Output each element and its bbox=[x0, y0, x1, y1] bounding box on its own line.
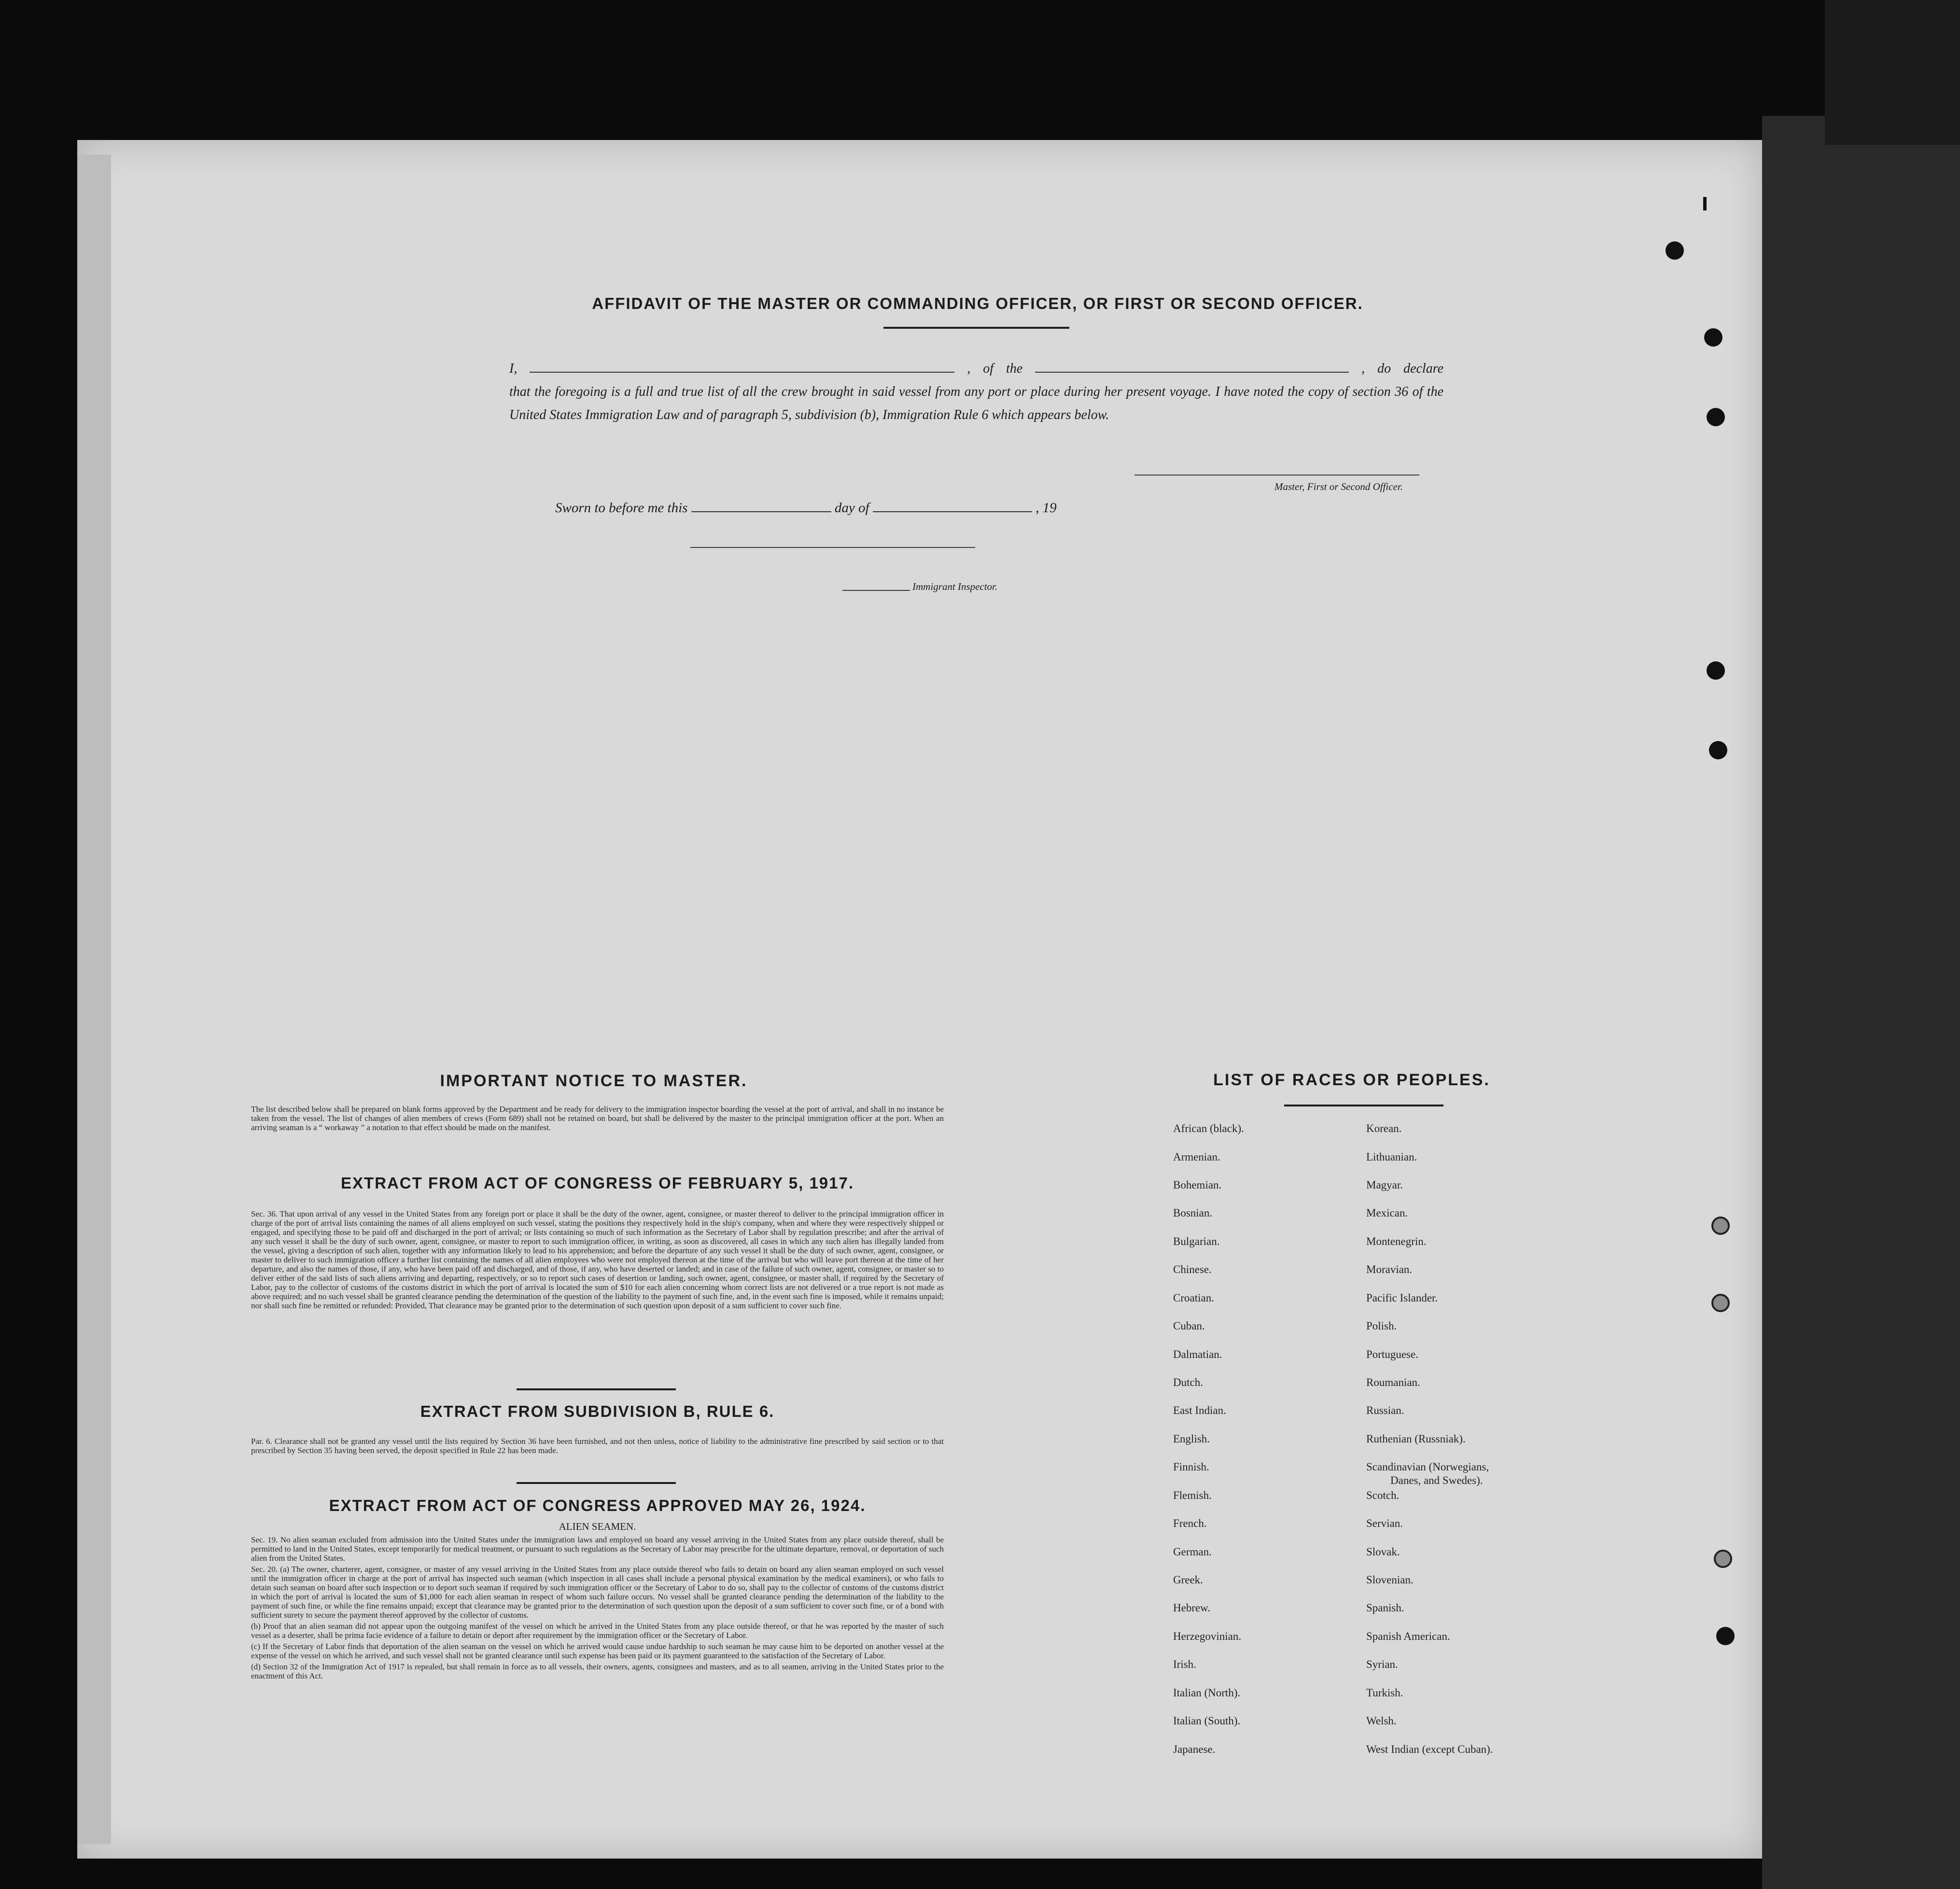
affidavit-declaration bbox=[509, 357, 1443, 427]
race-item: Pacific Islander. bbox=[1366, 1292, 1438, 1304]
race-item: Herzegovinian. bbox=[1173, 1630, 1242, 1642]
section-divider bbox=[517, 1388, 676, 1390]
race-item-continuation: Danes, and Swedes). bbox=[1390, 1474, 1483, 1486]
race-item: Polish. bbox=[1366, 1320, 1397, 1332]
punch-hole bbox=[1707, 408, 1725, 426]
race-item: Magyar. bbox=[1366, 1179, 1403, 1191]
race-item: Italian (North). bbox=[1173, 1687, 1241, 1699]
section-divider bbox=[517, 1482, 676, 1484]
race-item: Scotch. bbox=[1366, 1489, 1400, 1501]
scan-mark bbox=[1703, 197, 1707, 210]
race-item: Bosnian. bbox=[1173, 1207, 1213, 1219]
race-item: Japanese. bbox=[1173, 1743, 1216, 1755]
sworn-day-blank[interactable] bbox=[691, 500, 831, 512]
race-item: Welsh. bbox=[1366, 1715, 1397, 1727]
race-item: Greek. bbox=[1173, 1574, 1203, 1586]
race-item: Roumanian. bbox=[1366, 1376, 1420, 1388]
inspector-signature-line[interactable] bbox=[842, 590, 910, 591]
race-item: Bulgarian. bbox=[1173, 1235, 1220, 1247]
race-item: Croatian. bbox=[1173, 1292, 1214, 1304]
extract-1924-title: EXTRACT FROM ACT OF CONGRESS APPROVED MAY 26, 1924. bbox=[329, 1497, 866, 1514]
declaration-body: that the foregoing is a full and true list of all the crew brought in said vessel from any port or place during her present voyage. I have noted the copy of section 36 of the United States Immigration Law and of paragraph 5, subdivision (b), Immigration Rule 6 which appears below. bbox=[509, 384, 1443, 422]
declaration-i-label: I, bbox=[509, 361, 518, 376]
position-blank[interactable] bbox=[1035, 372, 1349, 373]
race-item: Servian. bbox=[1366, 1517, 1403, 1529]
race-item: French. bbox=[1173, 1517, 1207, 1529]
race-item: Korean. bbox=[1366, 1122, 1402, 1134]
sec20c-text: (c) If the Secretary of Labor finds that deportation of the alien seaman on the vessel on which he arrived would cause undue hardship to such seaman he may cause him to be deported on another vessel at the expense of the vessel on which he arrived, and such vessel shall not be granted clearance until such expense has been paid or its payment guaranteed to the satisfaction of the Secretary of Labor. bbox=[251, 1642, 944, 1660]
name-blank[interactable] bbox=[530, 372, 954, 373]
race-item: African (black). bbox=[1173, 1122, 1244, 1134]
punch-hole bbox=[1666, 241, 1684, 260]
extract-rule6-title: EXTRACT FROM SUBDIVISION B, RULE 6. bbox=[420, 1402, 775, 1420]
affidavit-title: AFFIDAVIT OF THE MASTER OR COMMANDING OFFICER, OR FIRST OR SECOND OFFICER. bbox=[592, 294, 1363, 312]
declaration-of-the-label: , of the bbox=[967, 361, 1023, 376]
race-item: Irish. bbox=[1173, 1658, 1196, 1670]
master-signature-line[interactable] bbox=[1134, 475, 1419, 476]
page-binding-edge bbox=[77, 154, 111, 1844]
race-item: Scandinavian (Norwegians, bbox=[1366, 1461, 1489, 1473]
race-item: Bohemian. bbox=[1173, 1179, 1222, 1191]
sworn-prefix: Sworn to before me this bbox=[555, 500, 688, 516]
punch-hole bbox=[1707, 661, 1725, 680]
race-item: Mexican. bbox=[1366, 1207, 1408, 1219]
extract-1917-text: Sec. 36. That upon arrival of any vessel in the United States from any foreign port or place it shall be the duty of the owner, agent, consignee, or master thereof to deliver to the principal immigration officer in charge of the port of arrival lists containing the names of all aliens employed on such vessel, stating the positions they respectively hold in the ship's company, when and where they were respectively shipped or engaged, and specifying those to be paid off and discharged in the port of arrival; or lists containing so much of such information as the Secretary of Labor shall by regulation prescribe; and after the arrival of any such vessel it shall be the duty of such owner, agent, consignee, or master to report to such immigration officer, in writing, as soon as discovered, all cases in which any such alien has illegally landed from the vessel, giving a description of such alien, together with any information likely to lead to his apprehension; and before the departure of any such vessel it shall be the duty of such owner, agent, consignee, or master to deliver to such immigration officer a further list containing the names of all alien employees who were not employed thereon at the time of the arrival but who will leave port thereon at the time of her departure, and also the names of those, if any, who have been paid off and discharged, and of those, if any, who have deserted or landed; and in case of the failure of such owner, agent, consignee, or master so to deliver either of the said lists of such aliens arriving and departing, respectively, or so to report such cases of desertion or landing, such owner, agent, consignee, or master shall, if required by the Secretary of Labor, pay to the collector of customs of the customs district in which the port of arrival is located the sum of $10 for each alien concerning whom correct lists are not delivered or a true report is not made as above required; and no such vessel shall be granted clearance pending the determination of the question of the liability to the payment of such fine, and, in the event such fine is imposed, while it remains unpaid; nor shall such fine be remitted or refunded: Provided, That clearance may be granted prior to the determination of such question upon deposit of a sum sufficient to cover such fine. bbox=[251, 1209, 944, 1310]
race-item: Cuban. bbox=[1173, 1320, 1205, 1332]
declaration-first-line bbox=[509, 357, 1443, 380]
inspector-caption: Immigrant Inspector. bbox=[912, 581, 998, 592]
sworn-month-blank[interactable] bbox=[873, 500, 1032, 512]
race-item: West Indian (except Cuban). bbox=[1366, 1743, 1493, 1755]
notice-text: The list described below shall be prepared on blank forms approved by the Department and be ready for delivery to the immigration inspector boarding the vessel at the port of arrival, and shall in no instance be taken from the vessel. The list of changes of alien members of crews (Form 689) shall not be retained on board, but shall be delivered by the master to the principal immigration officer at the port. When an arriving seaman is a “ workaway ” a notation to that effect should be made on the manifest. bbox=[251, 1105, 944, 1132]
notice-title: IMPORTANT NOTICE TO MASTER. bbox=[440, 1072, 748, 1090]
race-item: Dalmatian. bbox=[1173, 1348, 1222, 1360]
race-item: Spanish. bbox=[1366, 1602, 1404, 1614]
races-divider bbox=[1284, 1105, 1443, 1106]
master-signature-caption: Master, First or Second Officer. bbox=[1274, 481, 1403, 492]
inspector-name-line[interactable] bbox=[690, 547, 975, 548]
races-title: LIST OF RACES OR PEOPLES. bbox=[1213, 1071, 1490, 1089]
race-item: Chinese. bbox=[1173, 1263, 1212, 1275]
sworn-line bbox=[555, 500, 1057, 516]
sworn-day-of: day of bbox=[834, 500, 869, 516]
race-item: Ruthenian (Russniak). bbox=[1366, 1433, 1466, 1445]
sworn-year: , 19 bbox=[1036, 500, 1057, 516]
race-item: Turkish. bbox=[1366, 1687, 1403, 1699]
sec20a-text: Sec. 20. (a) The owner, charterer, agent, consignee, or master of any vessel arriving in the United States from any place outside thereof who fails to detain on board any alien seaman employed on such vessel until the immigration officer in charge at the port of arrival has inspected such seaman (which inspection in all cases shall include a personal physical examination by the medical examiners), or who fails to detain such seaman on board after such inspection or to deport such seaman if required by such immigration officer or the Secretary of Labor to do so, shall pay to the collector of customs of the customs district in which the port of arrival is located the sum of $1,000 for each alien seaman in respect of whom such failure occurs. No vessel shall be granted clearance pending the determination of the liability to the payment of such fine, or while the fine remains unpaid; except that clearance may be granted prior to the determination of such question upon the deposit of a sum sufficient to cover such fine, or of a bond with sufficient surety to secure the payment thereof approved by the collector of customs. bbox=[251, 1565, 944, 1620]
race-item: East Indian. bbox=[1173, 1404, 1226, 1416]
declaration-do-declare-label: , do declare bbox=[1361, 361, 1443, 376]
race-item: Lithuanian. bbox=[1366, 1151, 1417, 1163]
race-item: German. bbox=[1173, 1546, 1212, 1558]
title-divider bbox=[883, 327, 1069, 329]
extract-1924-body bbox=[251, 1535, 944, 1680]
punch-hole bbox=[1711, 1217, 1730, 1235]
race-item: Armenian. bbox=[1173, 1151, 1220, 1163]
race-item: Russian. bbox=[1366, 1404, 1404, 1416]
race-item: Portuguese. bbox=[1366, 1348, 1418, 1360]
sec20d-text: (d) Section 32 of the Immigration Act of 1917 is repealed, but shall remain in force as to all vessels, their owners, agents, consignees and masters, and as to all seamen, arriving in the United States prior to the enactment of this Act. bbox=[251, 1662, 944, 1680]
punch-hole bbox=[1704, 328, 1722, 347]
race-item: English. bbox=[1173, 1433, 1210, 1445]
race-item: Syrian. bbox=[1366, 1658, 1398, 1670]
scan-background-right bbox=[1762, 116, 1960, 1889]
race-item: Montenegrin. bbox=[1366, 1235, 1427, 1247]
punch-hole bbox=[1714, 1550, 1732, 1568]
race-item: Italian (South). bbox=[1173, 1715, 1241, 1727]
punch-hole bbox=[1709, 741, 1727, 759]
race-item: Dutch. bbox=[1173, 1376, 1203, 1388]
race-item: Moravian. bbox=[1366, 1263, 1413, 1275]
extract-1917-title: EXTRACT FROM ACT OF CONGRESS OF FEBRUARY 5, 1917. bbox=[340, 1174, 854, 1192]
sec19-text: Sec. 19. No alien seaman excluded from admission into the United States under the immigration laws and employed on board any vessel arriving in the United States from any place outside thereof, shall be permitted to land in the United States, except temporarily for medical treatment, or pursuant to such regulations as the Secretary of Labor may prescribe for the ultimate departure, removal, or deportation of such alien from the United States. bbox=[251, 1535, 944, 1563]
race-item: Spanish American. bbox=[1366, 1630, 1450, 1642]
sec20b-text: (b) Proof that an alien seaman did not appear upon the outgoing manifest of the vessel on which he arrived in the United States from any place outside thereof, or that he was reported by the master of such vessel as a deserter, shall be prima facie evidence of a failure to detain or deport after requirement by the immigration officer or the Secretary of Labor. bbox=[251, 1622, 944, 1640]
extract-1924-subtitle: ALIEN SEAMEN. bbox=[559, 1521, 636, 1532]
extract-rule6-text: Par. 6. Clearance shall not be granted any vessel until the lists required by Section 36 have been furnished, and not then unless, notice of liability to the administrative fine prescribed by said section or to that prescribed by Section 35 having been served, the deposit specified in Rule 22 has been made. bbox=[251, 1437, 944, 1455]
race-item: Hebrew. bbox=[1173, 1602, 1211, 1614]
scan-background-top bbox=[1825, 0, 1960, 145]
race-item: Slovak. bbox=[1366, 1546, 1400, 1558]
race-item: Flemish. bbox=[1173, 1489, 1212, 1501]
race-item: Finnish. bbox=[1173, 1461, 1209, 1473]
punch-hole bbox=[1711, 1294, 1730, 1312]
race-item: Slovenian. bbox=[1366, 1574, 1414, 1586]
punch-hole bbox=[1716, 1627, 1735, 1645]
